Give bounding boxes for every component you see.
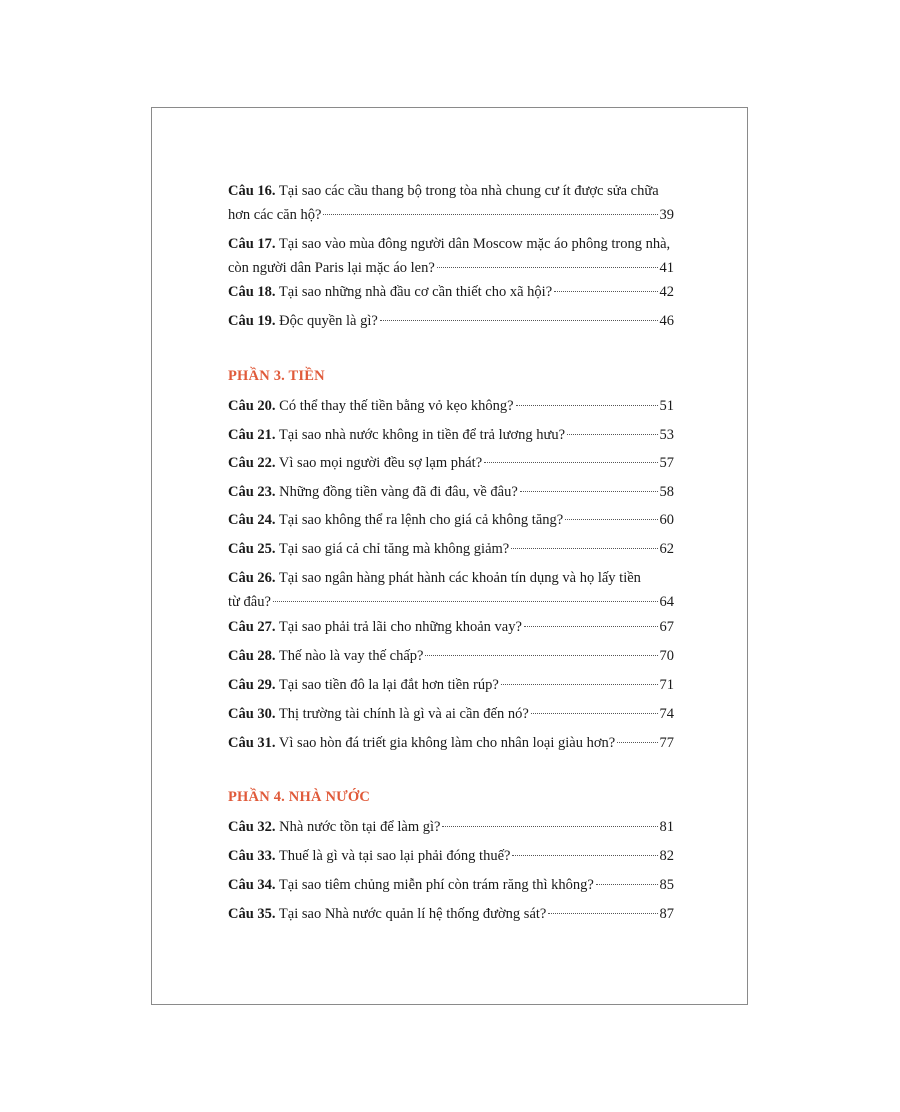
- page-number: 81: [659, 819, 674, 835]
- entry-title-cont: còn người dân Paris lại mặc áo len?: [228, 260, 435, 276]
- toc-entry-31[interactable]: [228, 731, 674, 755]
- entry-title: Thị trường tài chính là gì và ai cần đến nó?: [278, 706, 529, 722]
- entry-number: Câu 33.: [228, 848, 276, 864]
- toc-entry-20[interactable]: [228, 394, 674, 418]
- entry-number: Câu 26.: [228, 570, 276, 586]
- entry-title: Nhà nước tồn tại để làm gì?: [279, 819, 441, 835]
- section-heading-4: PHẦN 4. NHÀ NƯỚC: [228, 789, 371, 805]
- page-number: 77: [659, 735, 674, 751]
- entry-title: Tại sao giá cả chỉ tăng mà không giảm?: [278, 541, 510, 557]
- page-number: 42: [659, 284, 674, 300]
- page-number: 57: [659, 455, 674, 471]
- page-number: 85: [659, 877, 674, 893]
- leader-dots: [520, 491, 658, 492]
- entry-title: Tại sao tiêm chủng miễn phí còn trám răng thì không?: [278, 877, 594, 893]
- page-number: 70: [659, 648, 674, 664]
- leader-dots: [554, 291, 657, 292]
- leader-dots: [512, 855, 657, 856]
- entry-title: Độc quyền là gì?: [279, 313, 378, 329]
- entry-number: Câu 16.: [228, 183, 276, 199]
- leader-dots: [323, 214, 657, 215]
- entry-number: Câu 28.: [228, 648, 276, 664]
- leader-dots: [501, 684, 658, 685]
- toc-entry-29[interactable]: [228, 673, 674, 697]
- page-number: 74: [659, 706, 674, 722]
- leader-dots: [516, 405, 658, 406]
- entry-number: Câu 23.: [228, 484, 276, 500]
- page-number: 53: [659, 427, 674, 443]
- entry-title: Tại sao ngân hàng phát hành các khoản tín dụng và họ lấy tiền: [278, 570, 641, 586]
- entry-number: Câu 22.: [228, 455, 276, 471]
- page-number: 62: [659, 541, 674, 557]
- leader-dots: [565, 519, 657, 520]
- toc-entry-24[interactable]: [228, 508, 674, 532]
- toc-entry-17[interactable]: [228, 232, 674, 280]
- page-number: 87: [659, 906, 674, 922]
- entry-number: Câu 18.: [228, 284, 276, 300]
- leader-dots: [484, 462, 657, 463]
- entry-title: Vì sao hòn đá triết gia không làm cho nhân loại giàu hơn?: [278, 735, 616, 751]
- toc-entry-25[interactable]: [228, 537, 674, 561]
- entry-number: Câu 34.: [228, 877, 276, 893]
- entry-number: Câu 25.: [228, 541, 276, 557]
- leader-dots: [380, 320, 658, 321]
- leader-dots: [531, 713, 658, 714]
- leader-dots: [437, 267, 658, 268]
- toc-entry-32[interactable]: [228, 815, 674, 839]
- leader-dots: [567, 434, 657, 435]
- toc-entry-18[interactable]: [228, 280, 674, 304]
- leader-dots: [273, 601, 658, 602]
- toc-entry-30[interactable]: [228, 702, 674, 726]
- entry-number: Câu 30.: [228, 706, 276, 722]
- entry-number: Câu 31.: [228, 735, 276, 751]
- entry-title: Tại sao phải trả lãi cho những khoản vay?: [278, 619, 522, 635]
- page-number: 60: [659, 512, 674, 528]
- entry-title: Tại sao Nhà nước quản lí hệ thống đường sát?: [278, 906, 547, 922]
- page-number: 67: [659, 619, 674, 635]
- toc-entry-34[interactable]: [228, 873, 674, 897]
- entry-title-cont: hơn các căn hộ?: [228, 207, 322, 223]
- toc-entry-33[interactable]: [228, 844, 674, 868]
- page-number: 64: [659, 594, 674, 610]
- leader-dots: [617, 742, 657, 743]
- entry-title: Tại sao tiền đô la lại đắt hơn tiền rúp?: [278, 677, 499, 693]
- entry-number: Câu 20.: [228, 398, 276, 414]
- entry-number: Câu 21.: [228, 427, 276, 443]
- leader-dots: [442, 826, 657, 827]
- toc-entry-27[interactable]: [228, 615, 674, 639]
- entry-title: Tại sao những nhà đầu cơ cần thiết cho xã hội?: [278, 284, 553, 300]
- toc-entry-19[interactable]: [228, 309, 674, 333]
- page-number: 51: [659, 398, 674, 414]
- entry-title-cont: từ đâu?: [228, 594, 271, 610]
- entry-title: Tại sao các cầu thang bộ trong tòa nhà chung cư ít được sửa chữa: [278, 183, 659, 199]
- toc-entry-28[interactable]: [228, 644, 674, 668]
- entry-number: Câu 27.: [228, 619, 276, 635]
- leader-dots: [524, 626, 658, 627]
- entry-number: Câu 17.: [228, 236, 276, 252]
- leader-dots: [548, 913, 657, 914]
- entry-number: Câu 24.: [228, 512, 276, 528]
- toc-entry-16[interactable]: [228, 179, 674, 227]
- page-number: 71: [659, 677, 674, 693]
- entry-title: Tại sao nhà nước không in tiền để trả lương hưu?: [278, 427, 566, 443]
- entry-title: Thế nào là vay thế chấp?: [278, 648, 424, 664]
- entry-number: Câu 35.: [228, 906, 276, 922]
- page-number: 41: [659, 260, 674, 276]
- entry-title: Thuế là gì và tại sao lại phải đóng thuế?: [278, 848, 511, 864]
- entry-title: Những đồng tiền vàng đã đi đâu, về đâu?: [279, 484, 518, 500]
- page-number: 82: [659, 848, 674, 864]
- toc-entry-22[interactable]: [228, 451, 674, 475]
- leader-dots: [425, 655, 657, 656]
- entry-title: Tại sao vào mùa đông người dân Moscow mặc áo phông trong nhà,: [278, 236, 671, 252]
- entry-number: Câu 32.: [228, 819, 276, 835]
- toc-entry-26[interactable]: [228, 566, 674, 614]
- leader-dots: [511, 548, 657, 549]
- toc-entry-21[interactable]: [228, 423, 674, 447]
- toc-entry-35[interactable]: [228, 902, 674, 926]
- entry-title: Có thể thay thế tiền bằng vỏ kẹo không?: [279, 398, 514, 414]
- section-heading-3: PHẦN 3. TIỀN: [228, 368, 325, 384]
- leader-dots: [596, 884, 658, 885]
- page-number: 46: [659, 313, 674, 329]
- toc-entry-23[interactable]: [228, 480, 674, 504]
- page-number: 58: [659, 484, 674, 500]
- entry-title: Tại sao không thể ra lệnh cho giá cả không tăng?: [278, 512, 564, 528]
- page-number: 39: [659, 207, 674, 223]
- entry-number: Câu 29.: [228, 677, 276, 693]
- entry-number: Câu 19.: [228, 313, 276, 329]
- entry-title: Vì sao mọi người đều sợ lạm phát?: [278, 455, 483, 471]
